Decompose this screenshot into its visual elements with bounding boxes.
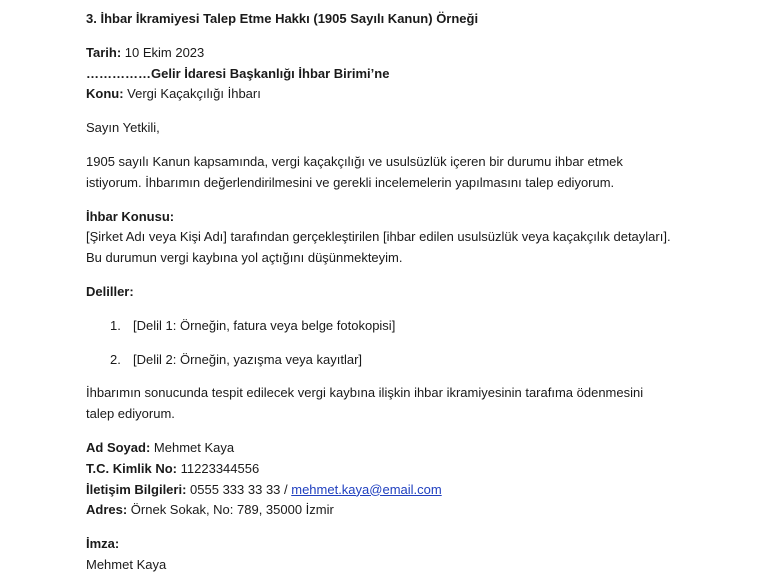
petition-document bbox=[86, 9, 746, 576]
report-section-heading bbox=[86, 207, 746, 228]
address-line bbox=[86, 500, 746, 521]
address-value: Örnek Sokak, No: 789, 35000 İzmir bbox=[127, 502, 334, 518]
evidence-item bbox=[86, 316, 746, 337]
request-line-1: İhbarımın sonucunda tespit edilecek vergi kaybına ilişkin ihbar ikramiyesinin tarafıma ödenmesini bbox=[86, 385, 644, 401]
contact-info-line bbox=[86, 480, 746, 501]
id-number-label: T.C. Kimlik No: bbox=[86, 460, 178, 476]
evidence-heading-text: Deliller: bbox=[86, 283, 134, 299]
contact-info-label: İletişim Bilgileri: bbox=[86, 481, 187, 497]
recipient-line bbox=[86, 64, 746, 85]
id-number-value: 11223344556 bbox=[177, 460, 260, 476]
report-line-2: Bu durumun vergi kaybına yol açtığını düşünmekteyim. bbox=[86, 250, 403, 266]
address-label: Adres: bbox=[86, 502, 128, 518]
date-value: 10 Ekim 2023 bbox=[121, 44, 205, 60]
phone-value: 0555 333 33 33 / bbox=[186, 481, 292, 497]
date-label: Tarih: bbox=[86, 44, 122, 60]
signature-label: İmza: bbox=[86, 536, 120, 552]
name-line bbox=[86, 438, 746, 459]
subject-value: Vergi Kaçakçılığı İhbarı bbox=[123, 86, 261, 102]
signature-name: Mehmet Kaya bbox=[86, 556, 167, 572]
date-line bbox=[86, 43, 746, 64]
subject-line bbox=[86, 84, 746, 105]
document-heading: 3. İhbar İkramiyesi Talep Etme Hakkı (1905 Sayılı Kanun) Örneği bbox=[86, 11, 479, 26]
evidence-item-text: [Delil 1: Örneğin, fatura veya belge fotokopisi] bbox=[133, 317, 396, 333]
evidence-item-number: 1. bbox=[110, 317, 121, 333]
recipient-text: ……………Gelir İdaresi Başkanlığı İhbar Birimi’ne bbox=[86, 65, 390, 81]
report-heading-text: İhbar Konusu: bbox=[86, 208, 175, 224]
signature-heading bbox=[86, 534, 746, 555]
name-label: Ad Soyad: bbox=[86, 439, 151, 455]
name-value: Mehmet Kaya bbox=[150, 439, 235, 455]
intro-line-1: 1905 sayılı Kanun kapsamında, vergi kaçakçılığı ve usulsüzlük içeren bir durumu ihbar etmek bbox=[86, 153, 623, 169]
report-line-1: [Şirket Adı veya Kişi Adı] tarafından gerçekleştirilen [ihbar edilen usulsüzlük veya kaçakçılık detayları]. bbox=[86, 229, 671, 245]
email-link[interactable]: mehmet.kaya@email.com bbox=[291, 481, 442, 497]
id-number-line bbox=[86, 459, 746, 480]
intro-line-2: istiyorum. İhbarımın değerlendirilmesini ve gerekli incelemelerin yapılmasını talep ediyorum. bbox=[86, 174, 615, 190]
evidence-item bbox=[86, 350, 746, 371]
salutation: Sayın Yetkili, bbox=[86, 120, 160, 136]
evidence-item-number: 2. bbox=[110, 351, 121, 367]
evidence-item-text: [Delil 2: Örneğin, yazışma veya kayıtlar] bbox=[133, 351, 363, 367]
subject-label: Konu: bbox=[86, 86, 124, 102]
request-line-2: talep ediyorum. bbox=[86, 406, 175, 422]
evidence-section-heading bbox=[86, 282, 746, 303]
